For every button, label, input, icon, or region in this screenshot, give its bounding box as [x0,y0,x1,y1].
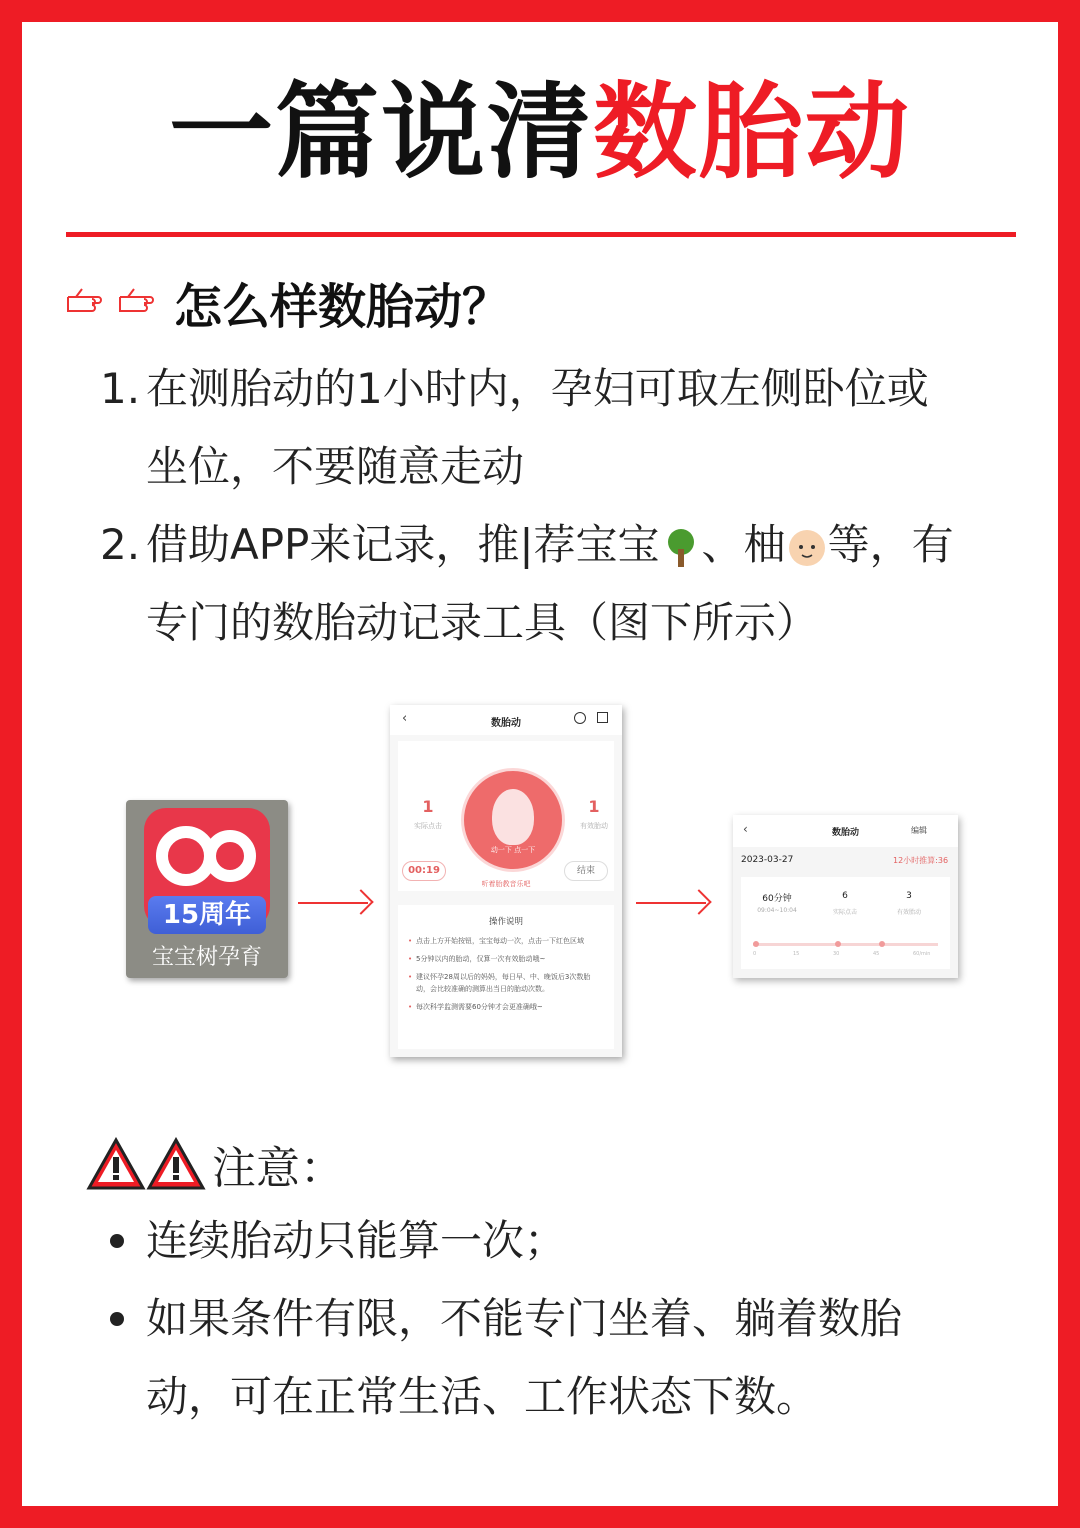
tree-emoji-icon [660,527,702,569]
list-text: 借助APP来记录，推|荐宝宝 [146,520,660,569]
list-text: 、柚 [701,520,786,569]
record-screenshot [733,815,958,978]
instruction-item: • 点击上方开始按钮，宝宝每动一次，点击一下红色区域 [408,935,604,947]
clicks-label: 实际点击 [832,909,857,916]
duration-range: 09:04~10:04 [757,907,797,914]
screen-title: 数胎动 [491,718,521,729]
clicks-value: 6 [842,891,848,901]
edit-label: 编辑 [911,826,927,835]
warning-icon [86,1137,146,1191]
instruction-item: • 5分钟以内的胎动，仅算一次有效胎动哦~ [408,953,604,965]
app-logo-mark [144,808,270,908]
timeline-bar [753,943,938,946]
tick: 45 [873,951,880,957]
click-count: 1 [422,797,434,816]
instructions-panel [398,905,614,1049]
baby-icon [492,789,534,845]
tap-circle-label: 动一下 点一下 [490,846,536,854]
instructions-title: 操作说明 [488,917,523,927]
bullet-2: 如果条件有限，不能专门坐着、躺着数胎 [146,1294,903,1343]
title-part1: 一篇说清 [168,71,593,193]
valid-label: 有效胎动 [896,909,921,916]
title-divider [66,232,1016,237]
valid-value: 3 [906,891,912,901]
section-heading-notice [86,1134,344,1194]
list-item-2 [100,506,954,584]
valid-count: 1 [588,797,600,816]
baby-face-emoji-icon [786,527,828,569]
timer: 00:19 [402,861,446,881]
record-summary [741,877,950,969]
title-highlight: 数胎动 [593,71,912,193]
arrow-right-icon [298,902,368,904]
music-link: 听着胎教音乐吧 [481,880,531,888]
arrow-right-icon [636,902,706,904]
bullet-2-cont: 动，可在正常生活、工作状态下数。 [146,1372,819,1421]
pointing-hand-icon [118,287,170,317]
share-icon [597,712,608,723]
timeline-dot [753,941,759,947]
list-item-1 [100,350,929,428]
end-button: 结束 [564,861,608,881]
record-header [733,815,958,847]
timeline-dot [879,941,885,947]
timeline-dot [835,941,841,947]
tap-circle [464,771,562,869]
list-text: 等，有 [827,520,954,569]
warning-icon [146,1137,206,1191]
tick: 30 [833,951,840,957]
section-heading-how [66,270,510,334]
valid-count-label: 有效胎动 [580,822,608,830]
click-count-label: 实际点击 [414,822,442,830]
record-date: 2023-03-27 [741,855,794,865]
alarm-icon [574,712,586,724]
app-name: 宝宝树孕育 [151,945,262,970]
list-number: 2. [100,520,141,569]
pointing-hand-icon [66,287,118,317]
screen-header [390,705,622,735]
tick: 0 [753,951,757,957]
tick: 15 [793,951,800,957]
app-icon-image [126,800,288,978]
back-icon: ‹ [402,711,408,726]
record-prediction: 12小时推算:36 [893,856,949,865]
instruction-item: • 每次科学监测需要60分钟才会更准确哦~ [408,1001,604,1013]
bullet-dot [110,1312,124,1326]
duration-value: 60分钟 [762,894,792,904]
bullet-1: 连续胎动只能算一次； [146,1216,567,1265]
list-number: 1. [100,364,141,413]
section-heading-text: 怎么样数胎动？ [174,278,511,335]
record-title: 数胎动 [831,828,859,838]
bullet-dot [110,1234,124,1248]
list-text: 在测胎动的1小时内，孕妇可取左侧卧位或 [146,364,929,413]
back-icon: ‹ [743,822,748,836]
section-heading-text: 注意： [212,1143,344,1194]
instruction-item: • 建议怀孕28周以后的妈妈，每日早、中、晚饭后3次数胎动，会比较准确的测算出当日的胎动次数。 [408,971,604,995]
anniversary-badge: 15周年 [148,896,266,934]
list-item-1-cont: 坐位，不要随意走动 [146,442,525,491]
tick: 60/min [913,951,931,957]
page-title [0,72,1080,192]
list-item-2-cont: 专门的数胎动记录工具（图下所示） [146,598,819,647]
fetal-count-screenshot [390,705,622,1057]
